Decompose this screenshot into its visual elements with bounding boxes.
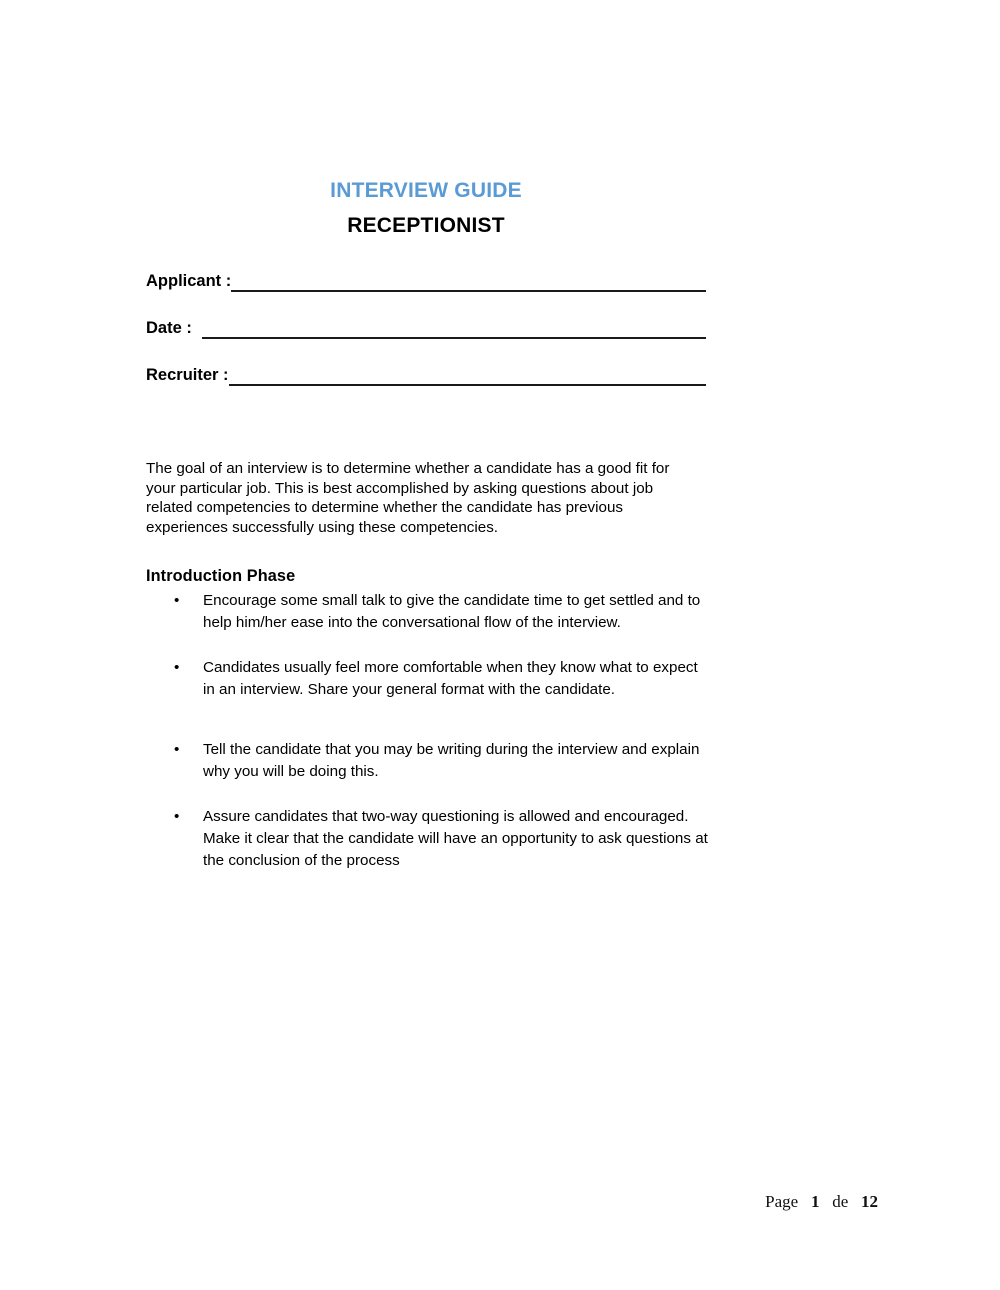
- document-title: INTERVIEW GUIDE: [330, 179, 522, 202]
- list-item-text: Assure candidates that two-way questioning is allowed and encouraged. Make it clear that the candidate will have an opportunity to ask questions at the conclusion of the process: [203, 808, 708, 869]
- applicant-form-fields: [146, 272, 706, 413]
- section-heading-introduction-phase: Introduction Phase: [146, 567, 296, 585]
- document-subtitle: RECEPTIONIST: [347, 214, 505, 237]
- footer-separator: de: [832, 1192, 849, 1211]
- list-item: [146, 739, 711, 783]
- field-row-date: [146, 319, 706, 366]
- list-item-text: Candidates usually feel more comfortable when they know what to expect in an interview. Share your general format with the candidate.: [203, 659, 698, 698]
- bullet-point-icon: •: [174, 592, 180, 609]
- bullet-point-icon: •: [174, 741, 180, 758]
- applicant-input-line[interactable]: [231, 273, 706, 292]
- applicant-label: Applicant :: [146, 272, 232, 290]
- bullet-point-icon: •: [174, 659, 180, 676]
- date-label: Date :: [146, 319, 192, 337]
- introduction-phase-bullet-list: [146, 590, 711, 872]
- footer-total-pages: 12: [861, 1192, 878, 1211]
- bullet-point-icon: •: [174, 808, 180, 825]
- list-item-text: Tell the candidate that you may be writing during the interview and explain why you will be doing this.: [203, 741, 700, 780]
- page-footer: [765, 1192, 878, 1212]
- list-item: [146, 657, 711, 701]
- field-row-recruiter: [146, 366, 706, 413]
- list-item: [146, 806, 711, 872]
- recruiter-label: Recruiter :: [146, 366, 229, 384]
- date-input-line[interactable]: [202, 320, 706, 339]
- footer-current-page: 1: [810, 1192, 820, 1211]
- list-item: [146, 590, 711, 634]
- field-row-applicant: [146, 272, 706, 319]
- intro-paragraph: The goal of an interview is to determine whether a candidate has a good fit for your particular job. This is best accomplished by asking questions about job related competencies to determine whether the candidate has previous experiences successfully using these competencies.: [146, 460, 670, 536]
- list-item-text: Encourage some small talk to give the candidate time to get settled and to help him/her ease into the conversational flow of the interview.: [203, 592, 701, 631]
- recruiter-input-line[interactable]: [229, 367, 706, 386]
- footer-page-word: Page: [765, 1192, 799, 1211]
